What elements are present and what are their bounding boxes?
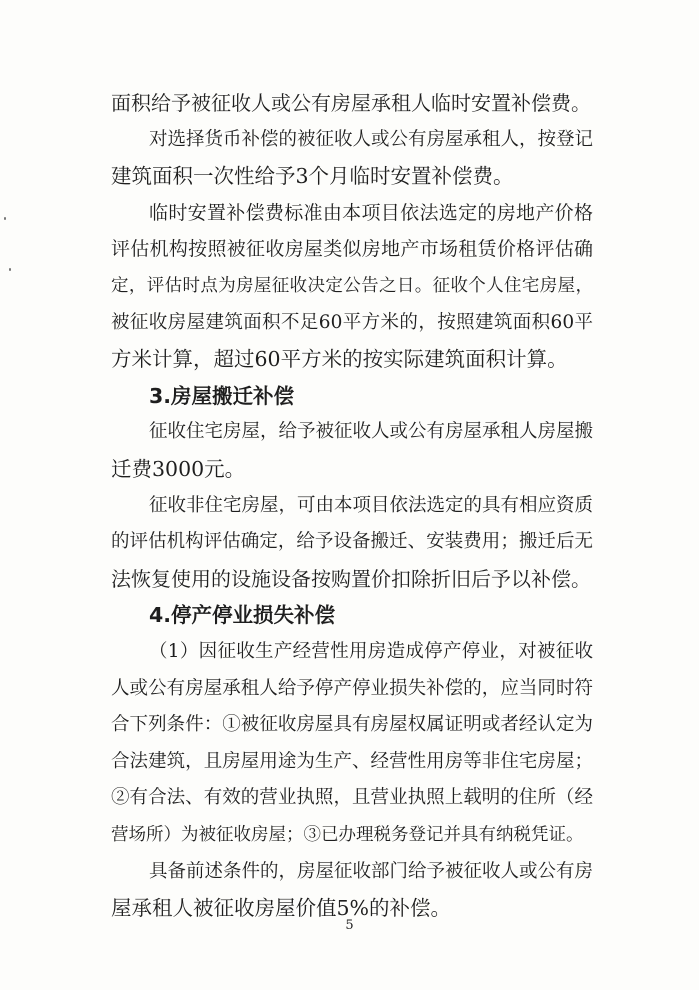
body-line: 具备前述条件的，房屋征收部门给予被征收人或公有房 [149,860,594,882]
body-line: 定，评估时点为房屋征收决定公告之日。征收个人住宅房屋， [111,276,593,296]
body-line: 迁费3000元。 [111,457,246,481]
section-heading: 3.房屋搬迁补偿 [149,383,295,408]
body-line: （1）因征收生产经营性用房造成停产停业，对被征收 [149,641,593,662]
body-line: 临时安置补偿费标准由本项目依法选定的房地产价格 [149,201,593,224]
body-line: 合法建筑，且房屋用途为生产、经营性用房等非住宅房屋； [111,750,593,772]
body-line: 营场所）为被征收房屋；③已办理税务登记并具有纳税凭证。 [111,825,584,845]
body-line: 被征收房屋建筑面积不足60平方米的，按照建筑面积60平 [111,311,593,333]
body-line: 合下列条件：①被征收房屋具有房屋权属证明或者经认定为 [111,714,593,736]
scan-speck [9,268,11,271]
body-line: 方米计算，超过60平方米的按实际建筑面积计算。 [111,347,568,372]
body-line: 面积给予被征收人或公有房屋承租人临时安置补偿费。 [111,91,591,115]
body-line: 对选择货币补偿的被征收人或公有房屋承租人，按登记 [149,128,594,150]
scan-speck [4,217,6,220]
body-line: 建筑面积一次性给予3个月临时安置补偿费。 [111,164,514,189]
body-line: 法恢复使用的设施设备按购置价扣除折旧后予以补偿。 [111,566,591,591]
body-line: 的评估机构评估确定，给予设备搬迁、安装费用；搬迁后无 [111,531,593,553]
body-line: 征收住宅房屋，给予被征收人或公有房屋承租人房屋搬 [149,421,594,443]
body-line: 评估机构按照被征收房屋类似房地产市场租赁价格评估确 [111,238,593,261]
page-number: 5 [345,918,354,933]
body-line: 屋承租人被征收房屋价值5%的补偿。 [111,896,452,921]
body-line: 征收非住宅房屋，可由本项目依法选定的具有相应资质 [149,494,594,516]
section-heading: 4.停产停业损失补偿 [149,603,336,628]
body-line: 人或公有房屋承租人给予停产停业损失补偿的，应当同时符 [111,677,593,699]
body-line: ②有合法、有效的营业执照，且营业执照上载明的住所（经 [111,787,593,809]
